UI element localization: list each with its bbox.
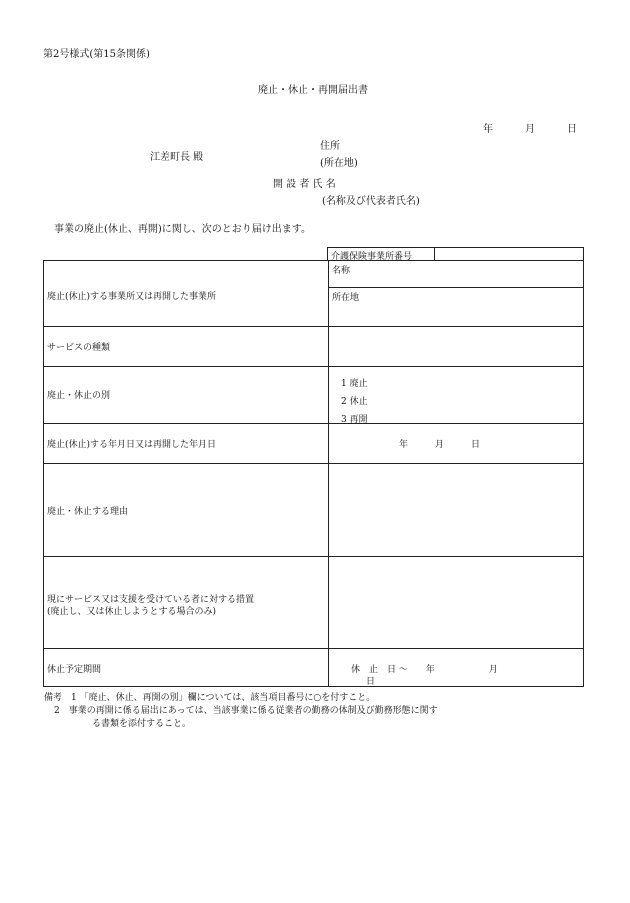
period-label: 休止予定期間 <box>47 665 102 675</box>
office-number-box <box>327 247 584 261</box>
intro-text: 事業の廃止(休止、再開)に関し、次のとおり届け出ます。 <box>54 224 312 235</box>
table-row-measures <box>44 556 583 648</box>
location-label: (所在地) <box>320 158 358 169</box>
notification-table <box>43 260 584 687</box>
table-row-reason <box>44 463 583 556</box>
table-row-period <box>44 648 583 688</box>
table-row-service <box>44 326 583 366</box>
form-number: 第2号様式(第15条関係) <box>43 49 150 60</box>
office-address-label: 所在地 <box>332 293 360 303</box>
option-resume[interactable]: 3 再開 <box>341 415 368 425</box>
table-row-category <box>44 366 583 423</box>
date-label: 廃止(休止)する年月日又は再開した年月日 <box>47 440 217 450</box>
measures-label: 現にサービス又は支援を受けている者に対する措置 <box>47 595 255 605</box>
service-type-label: サービスの種類 <box>47 343 111 353</box>
addressee: 江差町長 殿 <box>150 152 204 163</box>
office-label: 廃止(休止)する事業所又は再開した事業所 <box>47 292 217 302</box>
note-3: る書類を添付すること。 <box>92 719 192 729</box>
page-title: 廃止・休止・再開届出書 <box>258 85 368 96</box>
office-name-label: 名称 <box>332 266 351 276</box>
address-label: 住所 <box>320 141 340 152</box>
note-1: 備考 1 「廃止、休止、再開の別」欄については、該当項目番号に○を付すこと。 <box>44 693 376 703</box>
establisher-label: 開 設 者 氏 名 <box>273 179 336 190</box>
reason-label: 廃止・休止する理由 <box>47 507 129 517</box>
period-field-day: 日 <box>366 677 376 687</box>
measures-sub-label: (廃止し、又は休止しようとする場合のみ) <box>47 607 217 617</box>
submission-date: 年 月 日 <box>483 124 581 135</box>
option-suspend[interactable]: 2 休止 <box>341 397 368 407</box>
period-field[interactable]: 休 止 日 ～ 年 月 <box>351 665 498 675</box>
table-row-date <box>44 423 583 463</box>
note-2: 2 事業の再開に係る届出にあっては、当該事業に係る従業者の勤務の体制及び勤務形態に関す <box>54 706 438 716</box>
category-label: 廃止・休止の別 <box>47 391 111 401</box>
date-field[interactable]: 年 月 日 <box>399 440 481 450</box>
option-abolish[interactable]: 1 廃止 <box>341 379 368 389</box>
office-number-label: 介護保険事業所番号 <box>331 252 413 262</box>
table-row-office <box>44 261 583 326</box>
establisher-sub-label: (名称及び代表者氏名) <box>322 196 420 207</box>
